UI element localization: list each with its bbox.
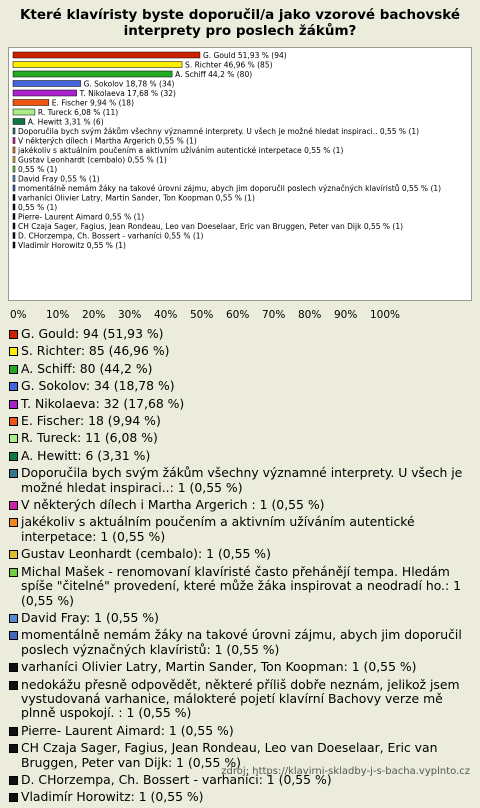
- legend-label: G. Gould: 94 (51,93 %): [21, 326, 164, 341]
- bar: [13, 242, 15, 248]
- bar: [13, 100, 49, 106]
- x-tick-label: 80%: [298, 309, 322, 321]
- legend-swatch: [9, 365, 18, 374]
- legend-item: [8, 724, 476, 738]
- legend-label: A. Hewitt: 6 (3,31 %): [21, 447, 151, 463]
- legend-swatch: [9, 469, 18, 478]
- bar: [13, 109, 35, 115]
- legend-swatch: [9, 330, 18, 339]
- legend-swatch: [9, 727, 18, 736]
- legend-label: S. Richter: 85 (46,96 %): [21, 343, 170, 359]
- legend-swatch: [9, 434, 18, 443]
- bar-label: varhaníci Olivier Latry, Martin Sander, Ton Koopman 0,55 % (1): [18, 193, 255, 203]
- bar-label: 0,55 % (1): [18, 165, 58, 174]
- legend-swatch: [9, 614, 18, 623]
- legend-item: [8, 565, 476, 608]
- legend-swatch: [9, 681, 18, 690]
- bar-chart: [9, 48, 473, 302]
- legend-item: [8, 515, 476, 544]
- chart-title: Které klavíristy byste doporučil/a jako vzorové bachovské interprety pro poslech žákům?: [19, 7, 461, 39]
- plot-area: [8, 47, 472, 301]
- bar: [13, 185, 15, 191]
- legend-label: A. Schiff: 80 (44,2 %): [21, 360, 153, 376]
- bar: [13, 214, 15, 220]
- legend-label: G. Sokolov: 34 (18,78 %): [21, 378, 175, 394]
- legend-label: jakékoliv s aktuálním poučením a aktivním užíváním autentické interpetace: 1 (0,55 %): [21, 514, 415, 544]
- legend-item: [8, 379, 476, 393]
- bar: [13, 119, 25, 125]
- legend-item: [8, 362, 476, 376]
- bar: [13, 128, 15, 134]
- bar: [13, 157, 15, 163]
- legend-swatch: [9, 631, 18, 640]
- bar-label: G. Sokolov 18,78 % (34): [83, 79, 175, 89]
- bar-label: A. Hewitt 3,31 % (6): [27, 117, 104, 127]
- legend-swatch: [9, 501, 18, 510]
- legend-swatch: [9, 452, 18, 461]
- legend-swatch: [9, 550, 18, 559]
- legend-swatch: [9, 417, 18, 426]
- bar: [13, 90, 77, 96]
- x-tick-label: 90%: [334, 309, 358, 321]
- source-note: zdroj: https://klavirni-skladby-j-s-bacha.vyplnto.cz: [221, 766, 470, 777]
- legend-swatch: [9, 400, 18, 409]
- legend-label: T. Nikolaeva: 32 (17,68 %): [21, 395, 185, 411]
- bar: [13, 223, 15, 229]
- legend-item: [8, 397, 476, 411]
- bar: [13, 176, 15, 182]
- legend-item: [8, 498, 476, 512]
- legend-label: momentálně nemám žáky na takové úrovni zájmu, abych jim doporučil poslech význačných klavíristů: 1 (0,55 %): [21, 627, 462, 657]
- legend-label: V některých dílech i Martha Argerich : 1 (0,55 %): [21, 497, 325, 513]
- legend-label: varhaníci Olivier Latry, Martin Sander, Ton Koopman: 1 (0,55 %): [21, 659, 417, 675]
- legend: [8, 327, 476, 808]
- legend-label: CH Czaja Sager, Fagius, Jean Rondeau, Leo van Doeselaar, Eric van Bruggen, Peter van Dijk: 1 (0,55 %): [21, 740, 438, 770]
- legend-swatch: [9, 663, 18, 672]
- legend-item: [8, 449, 476, 463]
- bar-label: V některých dílech i Martha Argerich 0,55 % (1): [18, 136, 197, 146]
- legend-label: Vladimír Horowitz: 1 (0,55 %): [21, 789, 204, 805]
- bar: [13, 52, 200, 58]
- x-tick-label: 0%: [10, 309, 27, 321]
- legend-label: Pierre- Laurent Aimard: 1 (0,55 %): [21, 722, 234, 738]
- bar-label: Vladimír Horowitz 0,55 % (1): [18, 241, 126, 250]
- x-tick-label: 20%: [82, 309, 106, 321]
- bar-label: 0,55 % (1): [18, 203, 58, 212]
- legend-item: [8, 611, 476, 625]
- bar-label: Doporučila bych svým žákům všechny významné interprety. U všech je možné hledat inspiraci.. 0,55 % (1): [18, 127, 420, 136]
- x-tick-label: 70%: [262, 309, 286, 321]
- x-tick-label: 10%: [46, 309, 70, 321]
- bar-label: T. Nikolaeva 17,68 % (32): [79, 89, 176, 98]
- bar: [13, 233, 15, 239]
- bar-label: D. CHorzempa, Ch. Bossert - varhaníci 0,55 % (1): [18, 231, 204, 241]
- legend-item: [8, 327, 476, 341]
- x-tick-label: 40%: [154, 309, 178, 321]
- legend-label: Doporučila bych svým žákům všechny významné interprety. U všech je možné hledat inspiraci..: 1 (0,55 %): [21, 465, 463, 495]
- bar: [13, 166, 15, 172]
- bar: [13, 71, 172, 77]
- bar: [13, 138, 15, 144]
- legend-label: nedokážu přesně odpovědět, některé příliš dobře neznám, jelikož jsem vystudovaná varhanice, málokteré pojetí klavírní Bachovy verze mě plnně uspokojí. : 1 (0,55 %): [21, 676, 460, 721]
- legend-swatch: [9, 568, 18, 577]
- x-tick-label: 100%: [370, 309, 401, 321]
- legend-item: [8, 414, 476, 428]
- legend-item: [8, 678, 476, 721]
- bar-label: R. Tureck 6,08 % (11): [37, 108, 119, 117]
- bar-label: A. Schiff 44,2 % (80): [175, 70, 253, 79]
- legend-item: [8, 547, 476, 561]
- x-tick-label: 50%: [190, 309, 214, 321]
- legend-swatch: [9, 382, 18, 391]
- legend-label: E. Fischer: 18 (9,94 %): [21, 413, 161, 429]
- x-axis: [0, 303, 480, 327]
- bar-label: momentálně nemám žáky na takové úrovni zájmu, abych jim doporučil poslech význačných klavíristů 0,55 % (1): [18, 184, 442, 193]
- legend-swatch: [9, 744, 18, 753]
- bar: [13, 147, 15, 153]
- bar-label: David Fray 0,55 % (1): [18, 174, 100, 184]
- legend-item: [8, 628, 476, 657]
- legend-label: Gustav Leonhardt (cembalo): 1 (0,55 %): [21, 546, 271, 562]
- bar-label: G. Gould 51,93 % (94): [202, 51, 287, 60]
- legend-swatch: [9, 776, 18, 785]
- legend-item: [8, 660, 476, 674]
- legend-label: D. CHorzempa, Ch. Bossert - varhaníci: 1 (0,55 %): [21, 771, 332, 787]
- bar-label: Pierre- Laurent Aimard 0,55 % (1): [18, 212, 145, 222]
- legend-item: [8, 790, 476, 804]
- bar-label: E. Fischer 9,94 % (18): [51, 98, 135, 108]
- bar-label: CH Czaja Sager, Fagius, Jean Rondeau, Leo van Doeselaar, Eric van Bruggen, Peter van Dijk 0,55 % (1): [18, 222, 404, 231]
- legend-label: Michal Mašek - renomovaní klavíristé často přehánějí tempa. Hledám spíše "čitelné" provedení, které může žáka inspirovat a neodradí ho.: 1 (0,55 %): [21, 563, 461, 608]
- x-tick-label: 60%: [226, 309, 250, 321]
- legend-label: David Fray: 1 (0,55 %): [21, 609, 159, 625]
- legend-item: [8, 344, 476, 358]
- bar-label: jakékoliv s aktuálním poučením a aktivním užíváním autentické interpetace 0,55 % (1): [18, 146, 344, 155]
- bar: [13, 81, 81, 87]
- legend-swatch: [9, 793, 18, 802]
- legend-item: [8, 431, 476, 445]
- legend-swatch: [9, 518, 18, 527]
- x-tick-label: 30%: [118, 309, 142, 321]
- bar: [13, 195, 15, 201]
- bar: [13, 204, 15, 210]
- bar-label: Gustav Leonhardt (cembalo) 0,55 % (1): [18, 155, 167, 165]
- bar: [13, 62, 182, 68]
- legend-label: R. Tureck: 11 (6,08 %): [21, 430, 158, 446]
- legend-item: [8, 466, 476, 495]
- legend-swatch: [9, 347, 18, 356]
- bar-label: S. Richter 46,96 % (85): [185, 60, 273, 70]
